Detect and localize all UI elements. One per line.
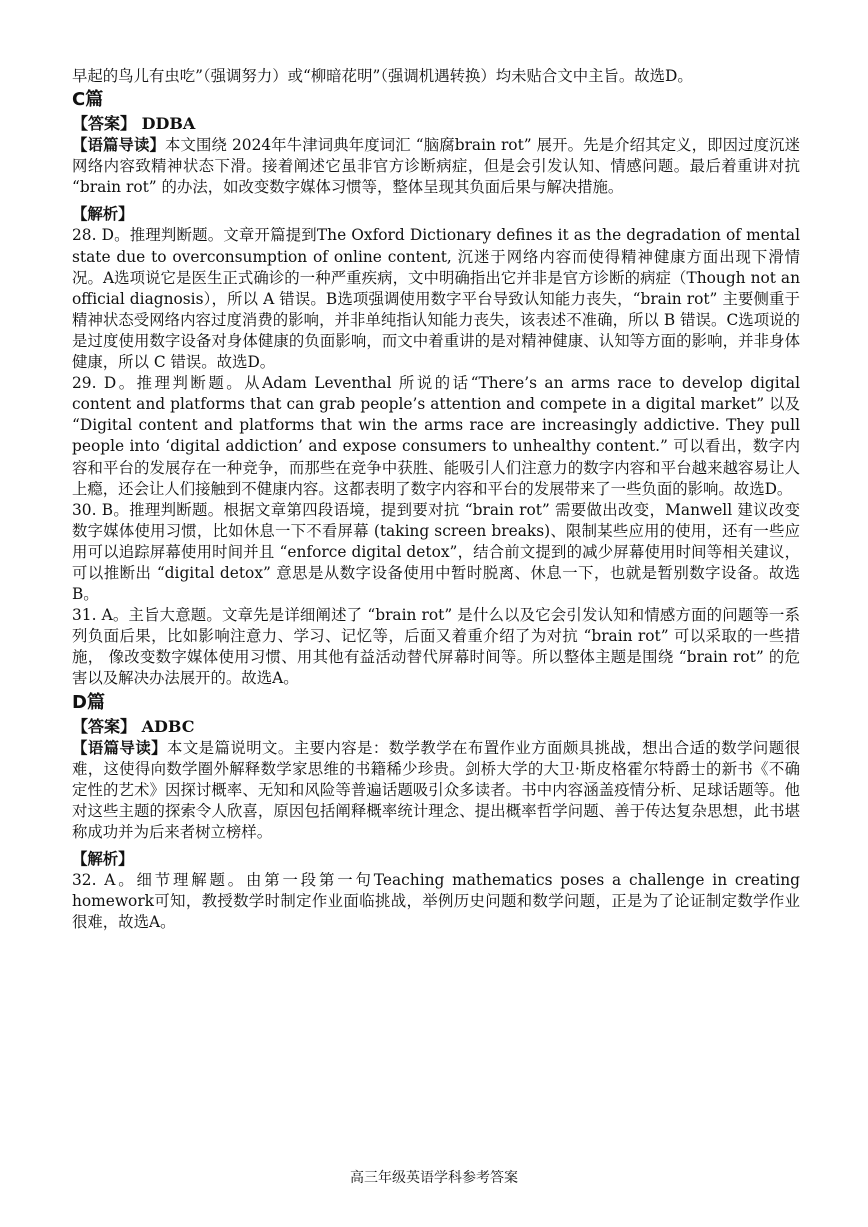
answer-tag: 【答案】 — [72, 114, 137, 134]
section-d-answer — [72, 715, 800, 738]
question-31-explanation: 31. A。主旨大意题。文章先是详细阐述了 “brain rot” 是什么以及它会引发认知和情感方面的问题等一系列负面后果，比如影响注意力、学习、记忆等，后面又着重介绍了为对抗 “brain rot” 可以采取的一些措施， 像改变数字媒体使用习惯、用其他有益活动替代屏幕时间等。所以整体主题是围绕 “brain rot” 的危害以及解决办法展开的。故选A。 — [72, 606, 800, 688]
continuation-paragraph: 早起的鸟儿有虫吃”（强调努力）或“柳暗花明”（强调机遇转换）均未贴合文中主旨。故选D。 — [72, 67, 693, 85]
section-c-answer — [72, 112, 800, 135]
answer-value: ADBC — [141, 716, 195, 736]
section-d-analysis-tag: 【解析】 — [72, 850, 134, 868]
answer-tag: 【答案】 — [72, 716, 137, 736]
page-footer: 高三年级英语学科参考答案 — [350, 1170, 518, 1186]
question-28-explanation: 28. D。推理判断题。文章开篇提到The Oxford Dictionary defines it as the degradation of mental state due to overconsumption of online content, 沉迷于网络内容而使得精神健康方面出现下滑情况。A选项说它是医生正式确诊的一种严重疾病，文中明确指出它并非是官方诊断的病症（Though not an official diagnosis），所以 A 错误。B选项强调使用数字平台导致认知能力丧失，“brain rot” 主要侧重于精神状态受网络内容过度消费的影响，并非单纯指认知能力丧失，该表述不准确，所以 B 错误。C选项说的是过度使用数字设备对身体健康的负面影响，而文中着重讲的是对精神健康、认知等方面的影响，并非身体健康，所以 C 错误。故选D。 — [72, 226, 800, 372]
section-d-title: D篇 — [72, 691, 105, 713]
guide-text: 本文围绕 2024年牛津词典年度词汇 “脑腐brain rot” 展开。先是介绍其定义，即因过度沉迷网络内容致精神状态下滑。接着阐述它虽非官方诊断病症，但是会引发认知、情感问题。最后着重讲对抗 “brain rot” 的办法，如改变数字媒体习惯等，整体呈现其负面后果与解决措施。 — [72, 136, 800, 197]
question-29-explanation: 29. D。推理判断题。从Adam Leventhal 所说的话“There’s an arms race to develop digital content and platforms that can grab people’s attention and compete in a digital market” 以及 “Digital content and platforms that win the arms race are increasingly addictive. They pull people into ‘digital addiction’ and expose consumers to unhealthy content.” 可以看出，数字内容和平台的发展存在一种竞争，而那些在竞争中获胜、能吸引人们注意力的数字内容和平台越来越容易让人上瘾，还会让人们接触到不健康内容。这都表明了数字内容和平台的发展带来了一些负面的影响。故选D。 — [72, 374, 800, 498]
guide-tag: 【语篇导读】 — [72, 738, 168, 757]
question-32-explanation: 32. A。细节理解题。由第一段第一句Teaching mathematics poses a challenge in creating homework可知，教授数学时制定作业面临挑战，举例历史问题和数学问题，正是为了论证制定数学作业很难，故选A。 — [72, 871, 800, 932]
answer-page — [72, 66, 800, 933]
section-d-guide — [72, 738, 800, 843]
question-30-explanation: 30. B。推理判断题。根据文章第四段语境，提到要对抗 “brain rot” 需要做出改变，Manwell 建议改变数字媒体使用习惯，比如休息一下不看屏幕 (taking screen breaks)、限制某些应用的使用，还有一些应用可以追踪屏幕使用时间并且 “enforce digital detox”，结合前文提到的减少屏幕使用时间等相关建议，可以推断出 “digital detox” 意思是从数字设备使用中暂时脱离、休息一下，也就是暂别数字设备。故选B。 — [72, 500, 800, 604]
section-c-analysis-tag: 【解析】 — [72, 205, 134, 224]
answer-value: DDBA — [141, 114, 196, 134]
section-c-guide — [72, 135, 800, 198]
guide-text: 本文是篇说明文。主要内容是：数学教学在布置作业方面颇具挑战，想出合适的数学问题很难，这使得向数学圈外解释数学家思维的书籍稀少珍贵。剑桥大学的大卫·斯皮格霍尔特爵士的新书《不确定性的艺术》因探讨概率、无知和风险等普遍话题吸引众多读者。书中内容涵盖疫情分析、足球话题等。他对这些主题的探索令人欣喜，原因包括阐释概率统计理念、提出概率哲学问题、善于传达复杂思想，此书堪称成功并为后来者树立榜样。 — [72, 738, 800, 841]
section-c-title: C篇 — [72, 89, 104, 111]
guide-tag: 【语篇导读】 — [72, 136, 165, 155]
